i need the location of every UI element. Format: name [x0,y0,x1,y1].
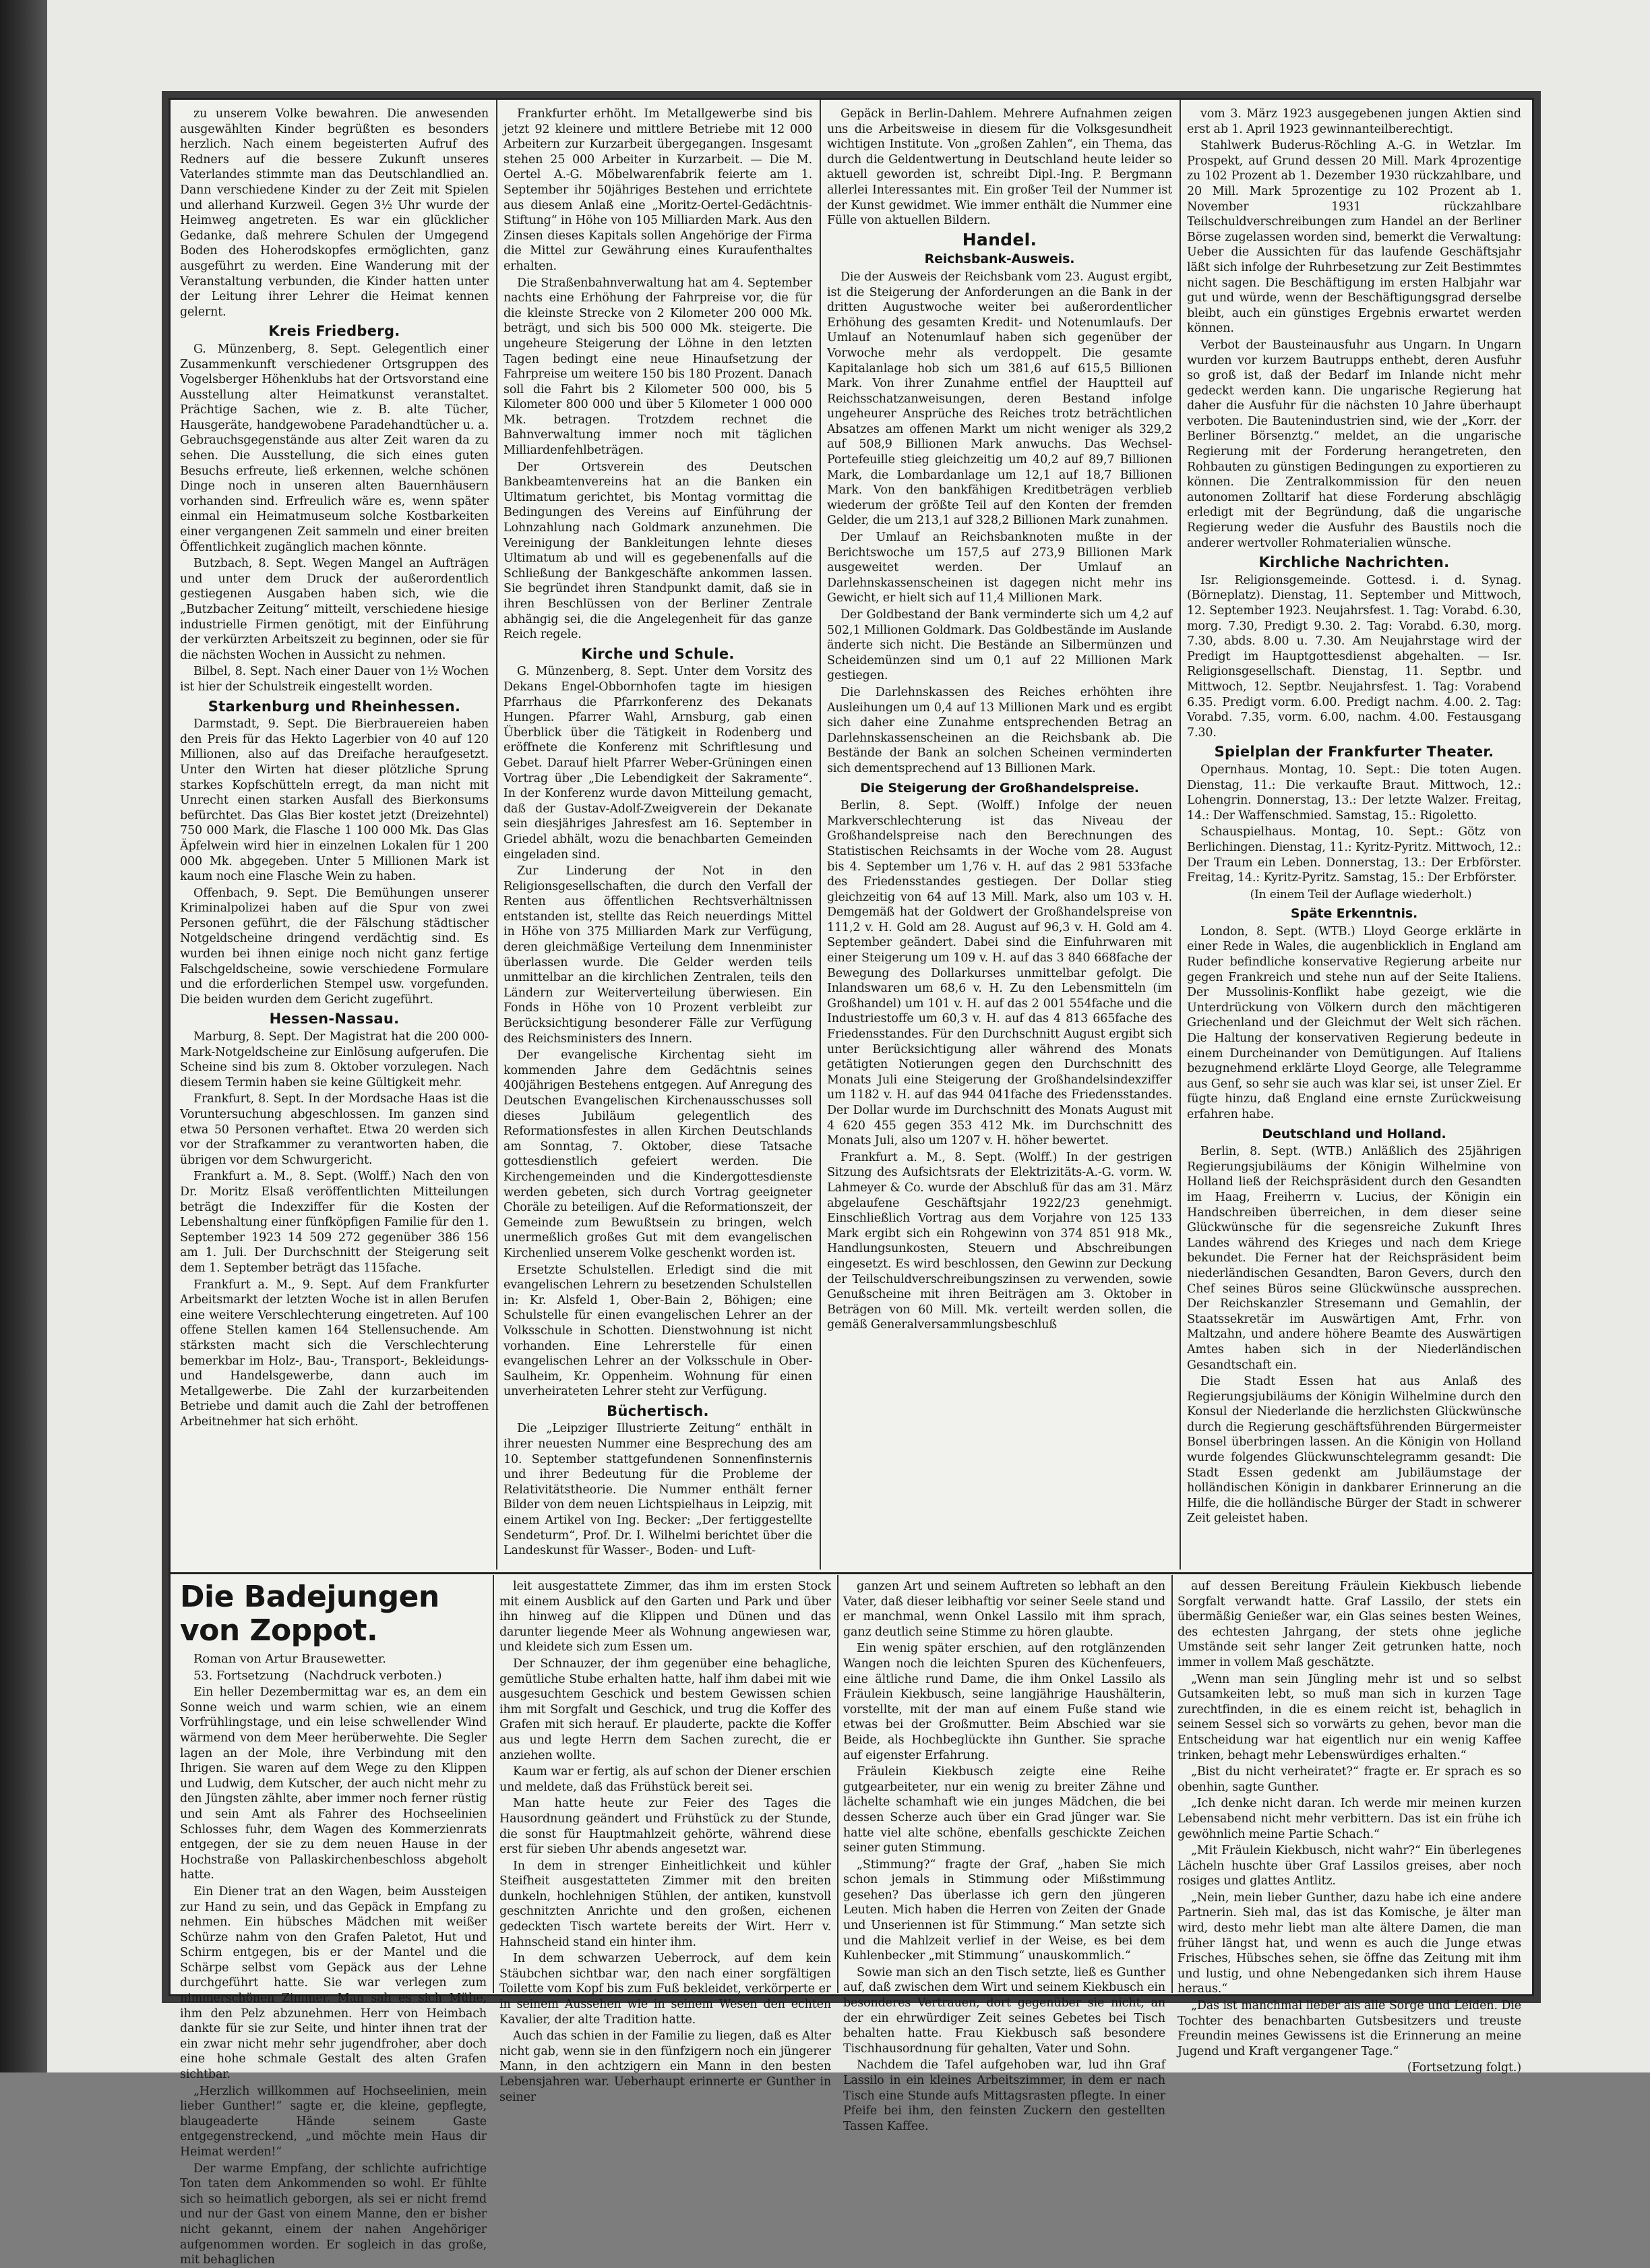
serial-column-1 [180,1579,487,2267]
novel-text: Der Schnauzer, der ihm gegenüber eine behagliche, gemütliche Stube erhalten hatte, half ihm dabei mit wie ausgesuchtem Geschick und bestem Gewissen schien ihm mit Sorgfalt und Geschick, und trug die Koffer des Grafen mit sich herauf. Er plauderte, packte die Koffer aus und legte Herrn dem Sachen zurecht, die er anziehen wollte. [499,1657,831,1762]
installment-number: 53. Fortsetzung [193,1668,289,1683]
serial-installment [180,1669,487,1684]
section-heading: Spielplan der Frankfurter Theater. [1214,744,1494,760]
section-heading: Handel. [962,229,1037,249]
article-text: Frankfurt a. M., 8. Sept. (Wolff.) In der gestrigen Sitzung des Aufsichtsrats der Elektrizitäts-A.-G. vorm. W. Lahmeyer & Co. wurde der Abschluß für das am 31. März abgelaufene Geschäftsjahr 1922/23 genehmigt. Einschließlich Vortrag aus dem Vorjahre von 125 133 Mark ergibt sich ein Rohgewinn von 374 851 918 Mk., Handlungsunkosten, Steuern und Abschreibungen eingesetzt. Es wird beschlossen, den Gewinn zur Deckung der Teilschuldverschreibungszinsen zu verwenden, sowie Genußscheine mit ihren Beiträgen am 3. Oktober in Beträgen von 60 Mill. Mk. verteilt werden sollen, die gemäß Generalversammlungsbeschluß [827,1150,1172,1332]
novel-text: ganzen Art und seinem Auftreten so lebhaft an den Vater, daß dieser leibhaftig vor seiner Seele stand und er manchmal, wenn Onkel Lassilo mit ihm sprach, ganz deutlich seine Stimme zu hören glaubte. [843,1580,1165,1639]
article-text: Schauspielhaus. Montag, 10. Sept.: Götz von Berlichingen. Dienstag, 11.: Kyritz-Pyritz. Mittwoch, 12.: Der Traum ein Leben. Donnerstag, 13.: Der Erbförster. Freitag, 14.: Kyritz-Pyritz. Samstag, 15.: Der Erbförster. [1187,825,1521,885]
article-text: Gepäck in Berlin-Dahlem. Mehrere Aufnahmen zeigen uns die Arbeitsweise in diesem für die Volksgesundheit wichtigen Institute. Von „großen Zahlen“, ein Thema, das durch die Geldentwertung in Deutschland heute leider so aktuell geworden ist, schreibt Dipl.-Ing. P. Bergmann allerlei Interessantes mit. Ein großer Teil der Nummer ist der Kunst gewidmet. Wie immer enthält die Nummer eine Fülle von aktuellen Bildern. [827,107,1172,228]
article-text: Butzbach, 8. Sept. Wegen Mangel an Aufträgen und unter dem Druck der außerordentlich gestiegenen Ausgaben haben sich, wie die „Butzbacher Zeitung“ mitteilt, verschiedene hiesige industrielle Firmen genötigt, mit der Einführung der verkürzten Arbeitszeit zu beginnen, oder sie für die nächsten Wochen in Aussicht zu nehmen. [180,557,489,662]
section-heading: Kirchliche Nachrichten. [1258,554,1450,571]
column-rule [837,1575,838,1993]
article-text: Frankfurter erhöht. Im Metallgewerbe sind bis jetzt 92 kleinere und mittlere Betriebe mit 12 000 Arbeitern zur Kurzarbeit übergegangen. Insgesamt stehen 25 000 Arbeiter in Kurzarbeit. — Die M. Oertel A.-G. Möbelwarenfabrik feierte am 1. September ihr 50jähriges Bestehen und errichtete aus diesem Anlaß eine „Moritz-Oertel-Gedächtnis-Stiftung“ in Höhe von 105 Milliarden Mark. Aus den Zinsen dieses Kapitals sollen Angehörige der Firma die Mittel zur Gewährung eines Kuraufenthaltes erhalten. [503,107,812,273]
novel-text: „Ich denke nicht daran. Ich werde mir meinen kurzen Lebensabend nicht mehr verbittern. Das ist ein frühe ich gewöhnlich meine Partie Schach.“ [1178,1797,1521,1841]
article-text: Isr. Religionsgemeinde. Gottesd. i. d. Synag. (Börneplatz). Dienstag, 11. September und Mittwoch, 12. September 1923. Neujahrsfest. 1. Tag: Vorabd. 6.30, morg. 7.30, Predigt 9.30. 2. Tag: Vorabd. 6.30, morg. 7.30, abds. 8.00 u. 7.30. Am Neujahrstage wird der Predigt im Hauptgottesdienst abgehalten. — Isr. Religionsgesellschaft. Dienstag, 11. Septbr. und Mittwoch, 12. Septbr. Neujahrsfest. 1. Tag: Vorabend 6.35. Predigt vorm. 6.00. Predigt nachm. 4.00. 2. Tag: Vorabd. 7.35, vorm. 6.00, nachm. 4.00. Festausgang 7.30. [1187,573,1521,740]
sub-heading: Reichsbank-Ausweis. [924,251,1075,267]
section-heading: Starkenburg und Rheinhessen. [208,698,461,715]
article-text: Darmstadt, 9. Sept. Die Bierbrauereien haben den Preis für das Hekto Lagerbier von 40 auf 120 Millionen, also auf das Dreifache heraufgesetzt. Unter den Wirten hat dieser plötzliche Sprung starkes Kopfschütteln erregt, da man nicht mit Unrecht einen starken Ausfall des Bierkonsums befürchtet. Das Glas Bier kostet jetzt (Dreizehntel) 750 000 Mark, die Flasche 1 100 000 Mk. Das Glas Äpfelwein wird hier in einzelnen Lokalen für 1 200 000 Mk. abgegeben. Unter 5 Millionen Mark ist kaum noch eine Flasche Wein zu haben. [180,717,489,884]
article-text: Die Stadt Essen hat aus Anlaß des Regierungsjubiläums der Königin Wilhelmine durch den Konsul der Niederlande die herzlichsten Glückwünsche durch die Regierung geschäftsführenden Bürgermeister Bonsel überbringen lassen. An die Königin von Holland wurde folgendes Glückwunschtelegramm gesandt: Die Stadt Essen gedenkt am Jubiläumstage der holländischen Königin in dankbarer Erinnerung an die Hilfe, die die holländische Bürger der Stadt in schwerer Zeit geleistet haben. [1187,1375,1521,1526]
article-text: Frankfurt, 8. Sept. In der Mordsache Haas ist die Voruntersuchung abgeschlossen. Im ganzen sind etwa 50 Personen verhaftet. Etwa 20 werden sich vor der Strafkammer zu verantworten haben, die übrigen vor dem Schwurgericht. [180,1092,489,1167]
novel-text: Kaum war er fertig, als auf schon der Diener erschien und meldete, daß das Frühstück bereit sei. [499,1765,831,1794]
edition-note: (In einem Teil der Auflage wiederholt.) [1250,887,1472,901]
novel-text: Sowie man sich an den Tisch setzte, ließ es Gunther auf, daß zwischen dem Wirt und seinem Kiekbusch ein besonderes Vertrauen, dort gegenüber sie nicht, an der ein ehrwürdiger Zeit seines Gebetes bei Tisch behalten hatte. Frau Kiekbusch saß besondere Tischhausordnung für gehalten, Vater und Sohn. [843,1965,1165,2056]
continuation-note: (Fortsetzung folgt.) [1407,2061,1521,2075]
article-text: Zur Linderung der Not in den Religionsgesellschaften, die durch den Verfall der Renten aus öffentlichen Rechtsverhältnissen entstanden ist, stellte das Reich neuerdings Mittel in Höhe von 375 Milliarden Mark zur Verfügung, deren gleichmäßige Verteilung dem Innenminister überlassen wurde. Die Gelder werden teils unmittelbar an die kirchlichen Zentralen, teils den Ländern zur Weiterverteilung überwiesen. Ein Fonds in Höhe von 10 Prozent verbleibt zur Berücksichtigung besonderer Fälle zur Verfügung des Reichsministers des Innern. [503,864,812,1046]
article-text: Berlin, 8. Sept. (WTB.) Anläßlich des 25jährigen Regierungsjubiläums der Königin Wilhelmine von Holland ließ der Reichspräsident durch den Gesandten im Haag, Freiherrn v. Lucius, der Königin ein Handschreiben überreichen, in dem dieser seine Glückwünsche für die segensreiche Zukunft Ihres Landes während des Krieges und nach dem Kriege bekundet. Die Ferner hat der Reichspräsident beim niederländischen Gesandten, Baron Gevers, durch den Chef seines Büros seine Glückwünsche aussprechen. Der Reichskanzler Stresemann und Gemahlin, der Staatssekretär im Auswärtigen Amt, Frhr. von Maltzahn, und andere höhere Beamte des Auswärtigen Amtes haben sich in der Niederländischen Gesandtschaft ein. [1187,1145,1521,1372]
novel-text: Nachdem die Tafel aufgehoben war, lud ihn Graf Lassilo in ein kleines Arbeitszimmer, in dem er nach Tisch eine Stunde aufs Mittagsrasten pflegte. In einer Pfeife bei ihm, den feinsten Zuckern den gestellten Tassen Kaffee. [843,2058,1165,2133]
article-text: London, 8. Sept. (WTB.) Lloyd George erklärte in einer Rede in Wales, die augenblicklich in England am Ruder befindliche konservative Regierung arbeite nur gegen Frankreich und stehe nun auf der Seite Italiens. Der Mussolinis-Konflikt habe gezeigt, wie die Unterdrückung von Völkern durch den mächtigeren Griechenland und der Gleichmut der Welt sich rächen. Die Haltung der konservativen Regierung bedeute in einem Durcheinander von Demütigungen. Auf Italiens bezugnehmend erklärte Lloyd George, alle Telegramme aus Genf, so sehr sie auch was klar sei, ist unser Ziel. Er fügte hinzu, daß England eine ernste Zurückweisung erfahren habe. [1187,924,1521,1121]
column-1 [180,107,489,1566]
column-rule [1180,100,1181,1570]
article-text: Die Straßenbahnverwaltung hat am 4. September nachts eine Erhöhung der Fahrpreise vor, die für die kleinste Strecke von 2 Kilometer 200 000 Mk. beträgt, und sich bis 500 000 Mk. steigerte. Die ungeheure Steigerung der Löhne in den letzten Tagen bedingt eine neue Hinaufsetzung der Fahrpreise um weitere 150 bis 180 Prozent. Danach soll die Fahrt bis 2 Kilometer 500 000, bis 5 Kilometer 800 000 und über 5 Kilometer 1 000 000 Mk. betragen. Trotzdem rechnet die Bahnverwaltung immer noch mit täglichen Milliardenfehlbeträgen. [503,276,812,458]
article-text: Berlin, 8. Sept. (Wolff.) Infolge der neuen Markverschlechterung ist das Niveau der Großhandelspreise nach den Berechnungen des Statistischen Reichsamts in der Woche vom 28. August bis 4. September um 1,76 v. H. auf das 2 981 533fache des Friedensstandes gestiegen. Der Dollar stieg gleichzeitig von 64 auf 13 Mill. Mark, also um 103 v. H. Demgemäß hat der Goldwert der Großhandelspreise von 111,2 v. H. Gold am 28. August auf 96,3 v. H. Gold am 4. September geändert. Dabei sind die Einfuhrwaren mit einer Steigerung um 109 v. H. auf das 3 840 668fache der Bewegung des Dollarkurses unmittelbar gefolgt. Die Inlandswaren um 68,6 v. H. Zu den Lebensmitteln (im Großhandel) um 101 v. H. auf das 2 001 554fache und die Industriestoffe um 60,3 v. H. auf das 4 813 665fache des Friedensstandes. Für den Durchschnitt August ergibt sich unter Berücksichtigung aller während des Monats getätigten Notierungen gegen den Durchschnitt des Monats Juli eine Steigerung der Großhandelsindexziffer um 1182 v. H. auf das 944 041fache des Friedensstandes. Der Dollar wurde im Durchschnitt des Monats August mit 4 620 455 gegen 353 412 Mk. im Durchschnitt des Monats Juli, also um 1207 v. H. höher bewertet. [827,799,1172,1148]
section-heading: Büchertisch. [607,1402,709,1419]
article-text: Die Darlehnskassen des Reiches erhöhten ihre Ausleihungen um 0,4 auf 13 Millionen Mark und es ergibt sich daher eine Zunahme entsprechenden Betrag an Darlehnskassenscheinen an die Reichsbank ab. Die Bestände der Bank an solchen Scheinen verminderten sich dementsprechend auf 13 Billionen Mark. [827,685,1172,775]
column-2 [503,107,812,1566]
serial-byline: Roman von Artur Brausewetter. [193,1652,386,1666]
article-text: Der Goldbestand der Bank verminderte sich um 4,2 auf 502,1 Millionen Goldmark. Das Goldbestände im Auslande änderte sich nicht. Die Bestände an Silbermünzen und Scheidemünzen sind um 0,1 auf 22 Millionen Mark gestiegen. [827,608,1172,683]
novel-text: Ein Diener trat an den Wagen, beim Aussteigen zur Hand zu sein, und das Gepäck in Empfang zu nehmen. Ein hübsches Mädchen mit weißer Schürze nahm von den Grafen Paletot, Hut und Schirm entgegen, bis er der Mantel und die Schärpe selbst vom Gepäck aus der Lehne durchgeführt hatte. Sie war verlegen zum nimmerschönen Zimmer. Man sah es sich Mühe, ihm den Pelz abzunehmen. Herr von Heimbach dankte für sie zur Seite, und hinter ihnen trat der ein zwar nicht mehr sehr jugendfroher, aber doch eine hohe schmale Gestalt des alten Grafen sichtbar. [180,1884,487,2082]
novel-text: In dem schwarzen Ueberrock, auf dem kein Stäubchen sichtbar war, den nach einer sorgfältigen Toilette vom Kopf bis zum Fuß bekleidet, verkörperte er in seinem Aussehen wie in seinem Wesen den echten Kavalier, der alte Tradition hatte. [499,1952,831,2027]
novel-text: Ein wenig später erschien, auf den rotglänzenden Wangen noch die leichten Spuren des Küchenfeuers, eine ältliche rund Dame, die ihm Onkel Lassilo als Fräulein Kiekbusch, seine langjährige Haushälterin, vorstellte, mit der man auf einem Fuße stand wie etwas bei der Großmutter. Beim Abschied war sie Beide, als Hochbeglückte ihn Gunther. Sie sprache auf eigenster Erfahrung. [843,1642,1165,1762]
article-text: Marburg, 8. Sept. Der Magistrat hat die 200 000-Mark-Notgeldscheine zur Einlösung aufgerufen. Die Scheine sind bis zum 8. Oktober vorzulegen. Nach diesem Termin haben sie keine Gültigkeit mehr. [180,1030,489,1090]
book-binding [0,0,47,2072]
serial-column-3 [843,1579,1165,2133]
article-text: Die der Ausweis der Reichsbank vom 23. August ergibt, ist die Steigerung der Anforderungen an die Bank in der dritten Augustwoche weiter bei außerordentlicher Erhöhung des gesamten Kredit- und Notenumlaufs. Der Umlauf an Notenumlauf haben sich gegenüber der Vorwoche mehr als verdoppelt. Die gesamte Kapitalanlage hob sich um 381,6 auf 615,5 Billionen Mark. Von ihrer Zunahme entfiel der Hauptteil auf Reichsschatzanweisungen, deren Bestand infolge ungeheurer Ansprüche des Reiches trotz beträchtlichen Absatzes am offenen Markt um nicht weniger als 329,2 auf 508,9 Billionen Mark anwuchs. Das Wechsel-Portefeuille stieg gleichzeitig um 40,2 auf 89,7 Billionen Mark, die Lombardanlage um 12,1 auf 18,7 Billionen Mark. Von den bankfähigen Kreditbeträgen verblieb wiederum der größte Teil auf den Konten der fremden Gelder, die um 213,1 auf 328,2 Billionen Mark zunahmen. [827,270,1172,528]
column-rule [820,100,821,1570]
sub-heading: Deutschland und Holland. [1262,1126,1446,1141]
article-text: vom 3. März 1923 ausgegebenen jungen Aktien sind erst ab 1. April 1923 gewinnanteilberechtigt. [1187,107,1521,136]
serial-column-4 [1178,1579,1521,2075]
sub-heading: Die Steigerung der Großhandelspreise. [860,780,1139,796]
section-heading: Kirche und Schule. [581,645,735,662]
novel-text: „Das ist manchmal lieber als alle Sorge und Leiden. Die Tochter des benachbarten Gutsbesitzers und treuste Freundin meines Gewissens ist die Erinnerung an meine Jugend und Kraft vergangener Tage.“ [1178,1999,1521,2058]
novel-text: Fräulein Kiekbusch zeigte eine Reihe gutgearbeiteter, nur ein wenig zu breiter Zähne und lächelte schamhaft wie ein junges Mädchen, die bei dessen Scherze auch über ein Grad jünger war. Sie hatte viel alte schöne, ebenfalls geschickte Zeichen seiner guten Stimmung. [843,1765,1165,1855]
article-text: G. Münzenberg, 8. Sept. Gelegentlich einer Zusammenkunft verschiedener Ortsgruppen des Vogelsberger Höhenklubs hat der Ortsvorstand eine Ausstellung alter Heimatkunst veranstaltet. Prächtige Sachen, wie z. B. alte Tücher, Hausgeräte, handgewobene Paradehandtücher u. a. Gebrauchsgegenstände aus alter Zeit waren da zu sehen. Die Ausstellung, die sich eines guten Besuchs erfreute, ließ erkennen, welche schönen Dinge noch in unseren alten Bauernhäusern vorhanden sind. Erfreulich wäre es, wenn später einmal ein Heimatmuseum solche Kostbarkeiten einer vergangenen Zeit sammeln und einer breiten Öffentlichkeit zugänglich machen könnte. [180,342,489,554]
article-text: Ersetzte Schulstellen. Erledigt sind die mit evangelischen Lehrern zu besetzenden Schulstellen in: Kr. Alsfeld 1, Ober-Bain 2, Böhigen; eine Schulstelle für einen evangelischen Lehrer an der Volksschule in Schotten. Dienstwohnung ist nicht vorhanden. Eine Lehrerstelle für einen evangelischen Lehrer an der Volksschule in Ober-Saulheim, Kr. Oppenheim. Wohnung für einen unverheirateten Lehrer steht zur Verfügung. [503,1263,812,1399]
column-rule [496,100,497,1570]
article-text: zu unserem Volke bewahren. Die anwesenden ausgewählten Kinder begrüßten es besonders herzlich. Nach einem begeisterten Aufruf des Redners auf die bessere Zukunft unseres Vaterlandes stimmte man das Deutschlandlied an. Dann verschiedene Kinder zu der Zeit mit Spielen und allerhand Kurzweil. Gegen 3½ Uhr wurde der Heimweg angetreten. Es war ein glücklicher Gedanke, daß mehrere Schulen der Umgegend Boden des Hoherodskopfes ermöglichten, ganz ausgeführt zu werden. Eine Wanderung mit der Veranstaltung verbunden, die Kinder hatten unter der Leitung ihrer Lehrer die Heimat kennen gelernt. [180,107,489,319]
novel-text: „Wenn man sein Jüngling mehr ist und so selbst Gutsamkeiten lebt, so muß man sich in kurzen Tage zurechtfinden, in die es einem reicht ist, behaglich in seinem Sessel sich so vorwärts zu gehen, bevor man die Entscheidung war hat eigentlich nur ein wenig Kaffee trinken, behagt mehr Lebenswürdiges erhalten.“ [1178,1672,1521,1762]
article-text: Opernhaus. Montag, 10. Sept.: Die toten Augen. Dienstag, 11.: Die verkaufte Braut. Mittwoch, 12.: Lohengrin. Donnerstag, 13.: Der letzte Walzer. Freitag, 14.: Der Waffenschmied. Samstag, 15.: Rigoletto. [1187,763,1521,823]
article-text: Der Ortsverein des Deutschen Bankbeamtenvereins hat an die Banken ein Ultimatum gerichtet, bis Montag vormittag die Bedingungen des Vereins auf Einführung der Lohnzahlung nach Goldmark anzunehmen. Die Vereinigung der Bankleitungen lehnte dieses Ultimatum ab und will es gegebenenfalls auf die Schließung der Bankgeschäfte ankommen lassen. Sie begründet ihren Standpunkt damit, daß sie in ihren Beschlüssen von der Berliner Zentrale abhängig sei, die die Angelegenheit für das ganze Reich regele. [503,460,812,642]
novel-text: In dem in strenger Einheitlichkeit und kühler Steifheit ausgestatteten Zimmer mit den breiten dunkeln, hochlehnigen Stühlen, der antiken, kunstvoll geschnitzten Anrichte und den großen, eichenen gedeckten Tisch wartete bereits der Wirt. Herr v. Hahnscheid stand ein hinter ihm. [499,1859,831,1949]
column-3 [827,107,1172,1566]
novel-text: „Bist du nicht verheiratet?“ fragte er. Er sprach es so obenhin, sagte Gunther. [1178,1765,1521,1794]
serial-column-2 [499,1579,831,2104]
novel-text: Der warme Empfang, der schlichte aufrichtige Ton taten dem Ankommenden so wohl. Er fühlte sich so heimatlich geborgen, als sei er nicht fremd und nur der Gast von einem Manne, den er bisher nicht gekannt, einem der nahen Angehöriger aufgenommen worden. Er sogleich in das große, mit behaglichen [180,2161,487,2267]
column-4 [1187,107,1521,1566]
article-text: Der Umlauf an Reichsbanknoten mußte in der Berichtswoche um 157,5 auf 273,9 Billionen Mark ausgeweitet werden. Der Umlauf an Darlehnskassenscheinen ist dagegen nicht mehr ins Gewicht, er hielt sich auf 11,4 Millionen Mark. [827,531,1172,605]
newspaper-sheet [169,98,1534,2267]
article-text: Die „Leipziger Illustrierte Zeitung“ enthält in ihrer neuesten Nummer eine Besprechung des am 10. September stattgefundenen Sonnenfinsternis und ihrer Bedeutung für die Probleme der Relativitätstheorie. Die Nummer enthält ferner Bilder von dem neuen Lichtspielhaus in Leipzig, mit einem Artikel von Ing. Becker: „Der fertiggestellte Sendeturm“, Prof. Dr. I. Wilhelmi berichtet über die Landeskunst für Wasser-, Boden- und Luft- [503,1422,812,1558]
article-text: Verbot der Bausteinausfuhr aus Ungarn. In Ungarn wurden vor kurzem Bautrupps enthebt, deren Ausfuhr so groß ist, daß der Bedarf im Inlande nicht mehr gedeckt werden kann. Die ungarische Regierung hat daher die Ausfuhr für die nächsten 10 Jahre überhaupt verboten. Die Bautenindustrien sind, wie der „Korr. der Berliner Börsenztg.“ meldet, an die ungarische Regierung mit der Forderung herangetreten, den Rohbauten zu günstigen Bedingungen zu exportieren zu können. Die Zentralkommission für den neuen autonomen Zolltarif hat diese Forderung abschlägig erledigt mit der Begründung, daß die ungarische Regierung weder die Ausfuhr des Baustils noch die anderer wertvoller Rohmaterialien wünsche. [1187,338,1521,550]
novel-text: auf dessen Bereitung Fräulein Kiekbusch liebende Sorgfalt verwandt hatte. Graf Lassilo, der stets ein übermäßig Genießer war, ein Glas seines besten Weines, des echtesten Jahrgang, der stets ohne jegliche Umstände seit sehr langer Zeit getrunken hatte, noch immer in vollem Maß geschätzte. [1178,1580,1521,1669]
article-text: Bilbel, 8. Sept. Nach einer Dauer von 1½ Wochen ist hier der Schulstreik eingestellt worden. [180,665,489,694]
novel-text: „Nein, mein lieber Gunther, dazu habe ich eine andere Partnerin. Sieh mal, das ist das Komische, je älter man wird, desto mehr liebt man alte ältere Damen, die man früher längst hat, und wenn es auch die Junge etwas Frisches, Hübsches sehen, sie öffne das Zeitung mit ihm und lustig, und ohne Nebengedanken sich ihrem Hause heraus.“ [1178,1890,1521,1996]
rights-notice: (Nachdruck verboten.) [303,1668,442,1683]
column-rule [1171,1575,1173,1993]
novel-text: „Herzlich willkommen auf Hochseelinien, mein lieber Gunther!“ sagte er, die kleine, gepflegte, blaugeaderte Hände seinem Gaste entgegenstreckend, „und möchte mein Haus dir Heimat werden!“ [180,2084,487,2159]
novel-text: leit ausgestattete Zimmer, das ihm im ersten Stock mit einem Ausblick auf den Garten und Park und über ihn hinweg auf die Klippen und Dünen und das darunter liegende Meer als Wohnung angewiesen war, und kleidete sich zum Essen um. [499,1580,831,1654]
article-text: Stahlwerk Buderus-Röchling A.-G. in Wetzlar. Im Prospekt, auf Grund dessen 20 Mill. Mark 4prozentige zu 102 Prozent ab 1. Dezember 1930 rückzahlbare, und 20 Mill. Mark 5prozentige zu 102 Prozent ab 1. November 1931 rückzahlbare Teilschuldverschreibungen zum Handel an der Berliner Börse zugelassen worden sind, bemerkt die Verwaltung: Ueber die Aussichten für das laufende Geschäftsjahr läßt sich infolge der Ruhrbesetzung zur Zeit Bestimmtes nicht sagen. Die Beschäftigung im ersten Halbjahr war gut und würde, wenn der Beschäftigungsgrad derselbe bleibt, auch ein günstiges Ergebnis erwartet werden können. [1187,139,1521,336]
serial-title: Die Badejungen von Zoppot. [180,1580,439,1648]
novel-text: „Stimmung?“ fragte der Graf, „haben Sie mich schon jemals in Stimmung oder Mißstimmung gesehen? Das überlasse ich gern den jüngeren Leuten. Mich haben die Herren von Zeiten der Gnade und Unseriennen ist für Stimmung.“ Man setzte sich und die Mahlzeit verlief in der Weise, es bei dem Kuhlenbecker „mit Stimmung“ unauskommlich.“ [843,1857,1165,1963]
sub-heading: Späte Erkenntnis. [1290,906,1418,922]
column-rule [493,1575,494,1993]
feuilleton-divider [171,1572,1532,1574]
section-heading: Kreis Friedberg. [268,323,400,340]
article-text: Frankfurt a. M., 9. Sept. Auf dem Frankfurter Arbeitsmarkt der letzten Woche ist in allen Berufen eine weitere Verschlechterung eingetreten. Auf 100 offene Stellen kamen 164 Stellensuchende. Am stärksten macht sich die Verschlechterung bemerkbar im Holz-, Bau-, Transport-, Bekleidungs- und Handelsgewerbe, dann auch im Metallgewerbe. Die Zahl der kurzarbeitenden Betriebe und damit auch die Zahl der betroffenen Arbeitnehmer hat sich erhöht. [180,1278,489,1429]
section-heading: Hessen-Nassau. [269,1011,400,1027]
article-text: Der evangelische Kirchentag sieht im kommenden Jahre dem Gedächtnis seines 400jährigen Bestehens entgegen. Auf Anregung des Deutschen Evangelischen Kirchenausschusses soll dieses Jubiläum gelegentlich des Reformationsfestes in allen Kirchen Deutschlands am Sonntag, 7. Oktober, diese Tatsache gottesdienstlich gefeiert werden. Die Kirchengemeinden und die Kindergottesdienste werden gebeten, sich durch Vortrag geeigneter Choräle zu beteiligen. Auf die Reformationszeit, der Gemeinde zum Bewußtsein zu bringen, welch unermeßlich großes Gut mit dem evangelischen Kirchenlied unserem Volke geschenkt worden ist. [503,1048,812,1260]
article-text: Frankfurt a. M., 8. Sept. (Wolff.) Nach den von Dr. Moritz Elsaß veröffentlichten Mitteilungen beträgt die Indexziffer für die Kosten der Lebenshaltung einer fünfköpfigen Familie für den 1. September 1923 14 509 272 gegenüber 386 156 am 1. Juli. Der Durchschnitt der Steigerung seit dem 1. September beträgt das 115fache. [180,1170,489,1275]
novel-text: Ein heller Dezembermittag war es, an dem ein Sonne weich und warm schien, wie an einem Vorfrühlingstage, und ein leise schwellender Wind wärmend von dem Meer herüberwehte. Die Segler lagen an der Mole, ihre Verbindung mit den Ihrigen. Sie waren auf dem Wege zu den Klippen und Ludwig, dem Kutscher, der auch nicht mehr zu den Jüngsten zählte, aber immer noch ferner rüstig und sein Amt als Fahrer des Hochseelinien Schlosses fuhr, dem Wagen des Kommerzienrats entgegen, der sie zu dem neuen Hause in der Hochstraße von Pallaskirchenbeschloss abgeholt hatte. [180,1685,487,1882]
page [47,0,1650,2267]
novel-text: Man hatte heute zur Feier des Tages die Hausordnung geändert und Frühstück zu der Stunde, die sonst für Hauptmahlzeit gehörte, während diese erst für sieben Uhr abends angesetzt war. [499,1797,831,1857]
article-text: G. Münzenberg, 8. Sept. Unter dem Vorsitz des Dekans Engel-Obbornhofen tagte im hiesigen Pfarrhaus die Pfarrkonferenz des Dekanats Hungen. Pfarrer Wahl, Arnsburg, gab einen Überblick über die Tätigkeit in Rodenberg und eröffnete die Konferenz mit Schriftlesung und Gebet. Darauf hielt Pfarrer Weber-Grüningen einen Vortrag über „Die Lebendigkeit der Sakramente“. In der Konferenz wurde davon Mitteilung gemacht, daß der Gustav-Adolf-Zweigverein der Dekanate sein diesjähriges Jahresfest am 16. September in Griedel abhält, wozu die benachbarten Gemeinden eingeladen sind. [503,665,812,862]
article-text: Offenbach, 9. Sept. Die Bemühungen unserer Kriminalpolizei haben auf die Spur von zwei Personen geführt, die der Fälschung städtischer Notgeldscheine dringend verdächtig sind. Es wurden bei ihnen einige noch nicht ganz fertige Falschgeldscheine, sowie verschiedene Formulare und die erforderlichen Stempel usw. vorgefunden. Die beiden wurden dem Gericht zugeführt. [180,886,489,1007]
novel-text: Auch das schien in der Familie zu liegen, daß es Alter nicht gab, wenn sie in den fünfzigern noch ein jüngerer Mann, in den achtzigern ein Mann in den besten Lebensjahren war. Ueberhaupt erinnerte er Gunther in seiner [499,2029,831,2104]
novel-text: „Mit Fräulein Kiekbusch, nicht wahr?“ Ein überlegenes Lächeln huschte über Graf Lassilos greises, aber noch rosiges und glattes Antlitz. [1178,1844,1521,1888]
